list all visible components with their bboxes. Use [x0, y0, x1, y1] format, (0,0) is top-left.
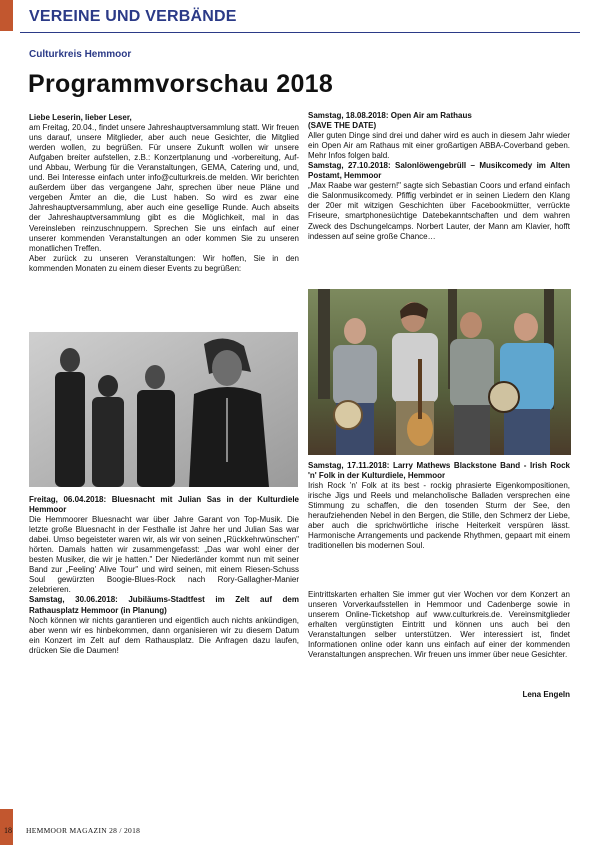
event2-text: Noch können wir nichts garantieren und eigentlich auch nichts ankündigen, aber wenn wir es hinbekommen, dann organisieren wir zu diesem Datum ein Konzert im Zelt auf dem Rathausplatz. Die Anfragen dazu laufen, drücken Sie die Daumen!	[29, 615, 299, 655]
magazine-footer: HEMMOOR MAGAZIN 28 / 2018	[26, 826, 141, 835]
organization-name: Culturkreis Hemmoor	[29, 49, 132, 60]
event1-text: Die Hemmoorer Bluesnacht war über Jahre Garant von Top-Musik. Die letzte große Bluesnacht in der Festhalle ist Jahre her und Julian Sas war dabei. Umso begeisteter waren wir, als wir von seinen „Rückkehrwünschen" hörten. Damals hatten wir zusammengefasst: „Das war wohl einer der besten Musiker, die wir je hatten." Der Niederländer kommt nun mit seiner Band zur „Feeling' Alive Tour" und wird seinen, mit einem Riesen-Schuss Soul gewürzten Boogie-Blues-Rock nach Rory-Gallagher-Manier zelebrieren.	[29, 515, 299, 595]
right-column-events	[308, 111, 570, 242]
left-column-intro	[29, 113, 299, 274]
event5-text: Irish Rock 'n' Folk at its best - rockig phrasierte Eigenkompositionen, irische Jigs und Reels und melancholische Balladen versprechen eine Stimmung zu schaffen, die den tosenden Sturm der See, den heraufziehenden Nebel in den Bergen, die Stille, den Schmerz der Liebe, aber auch die sprichwörtliche irische Heiterkeit verspüren lässt. Harmonische Arrangements und packende Rhythmen, gepaart mit einem traditionellen bis modernen Soul.	[308, 481, 570, 551]
tickets-text: Eintrittskarten erhalten Sie immer gut vier Wochen vor dem Konzert an unseren Vorverkaufsstellen in Hemmoor und Cadenberge sowie in unserem Online-Ticketshop auf www.culturkreis.de. Vereinsmitglieder erhalten vergünstigten Eintritt und können uns auch bei den Veranstaltungen selber unterstützen. Wer interessiert ist, findet Informationen online oder kann uns einfach auf einer der kommenden Veranstaltungen ansprechen. Wir freuen uns immer über neue Gesichter.	[308, 590, 570, 660]
transition-paragraph: Aber zurück zu unseren Veranstaltungen: Wir hoffen, Sie in den kommenden Monaten zu einem dieser Events zu begrüßen:	[29, 253, 299, 273]
event3-text: Aller guten Dinge sind drei und daher wird es auch in diesem Jahr wieder ein Open Air am Rathaus mit einer großartigen ABBA-Coverband geben. Mehr Infos folgen bald.	[308, 131, 570, 161]
intro-paragraph: am Freitag, 20.04., findet unsere Jahreshauptversammlung statt. Wir freuen uns darauf, unsere Mitglieder, aber auch neue Gesichter, die Mitglied werden wollen, zu begrüßen. Für unsere Zukunft wollen wir unsere Aufgaben breiter aufstellen, z.B.: Konzertplanung und -vorbereitung, Auf- und Abbau, Werbung für die Veranstaltungen, GEMA, Catering und, und, und. Bei Interesse einfach unter info@culturkreis.de melden. Wir berichten außerdem über das vergangene Jahr, sprechen über neue Pläne und vergeben Ämter an die, die Lust haben. So wird es zwar eine Jahreshauptversammlung, aber auch eine gesellige Runde. Auch abseits der Jahreshauptversammlung gibt es die Möglichkeit, mal in das Vereinsleben reinzuschnuppern. Sprechen Sie uns einfach auf einer unserer kommenden Veranstaltungen an oder kommen Sie zu unseren monatlichen Treffen.	[29, 123, 299, 253]
greeting: Liebe Leserin, lieber Leser,	[29, 113, 132, 122]
event4-text: „Max Raabe war gestern!" sagte sich Sebastian Coors und erfand einfach die Salonmusikcomedy. Pfiffig verbindet er in seinen Liedern den Klang der 20er mit witzigen Geschichten über Facebookmütter, verrückte Friseure, smartphonesüchtige Datebekanntschaften und dem wahren Zweck des Dschungelcamps. Norbert Lauter, der Mann am Klavier, hofft indessen auf seine große Chance…	[308, 181, 570, 241]
right-column-event5	[308, 461, 570, 551]
page-title: Programmvorschau 2018	[28, 70, 334, 98]
header-rule	[20, 32, 580, 33]
event3-subheading: (SAVE THE DATE)	[308, 121, 377, 131]
event2-heading: Samstag, 30.06.2018: Jubiläums-Stadtfest im Zelt auf dem Rathausplatz Hemmoor (in Planung)	[29, 595, 299, 615]
photo-julian-sas-band	[29, 332, 298, 487]
event3-heading: Samstag, 18.08.2018: Open Air am Rathaus	[308, 111, 472, 120]
event5-heading: Samstag, 17.11.2018: Larry Mathews Blackstone Band - Irish Rock 'n' Folk in der Kulturdiele, Hemmoor	[308, 461, 570, 481]
event1-heading: Freitag, 06.04.2018: Bluesnacht mit Julian Sas in der Kulturdiele Hemmoor	[29, 495, 299, 515]
event4-heading: Samstag, 27.10.2018: Salonlöwengebrüll – Musikcomedy im Alten Postamt, Hemmoor	[308, 161, 570, 181]
right-column-tickets	[308, 590, 570, 660]
section-heading: VEREINE UND VERBÄNDE	[29, 8, 237, 25]
left-column-events	[29, 495, 299, 656]
photo-larry-mathews-band	[308, 289, 571, 455]
page-number: 18	[4, 826, 12, 835]
author-signature: Lena Engeln	[522, 690, 570, 699]
header-accent-bar	[0, 0, 13, 31]
